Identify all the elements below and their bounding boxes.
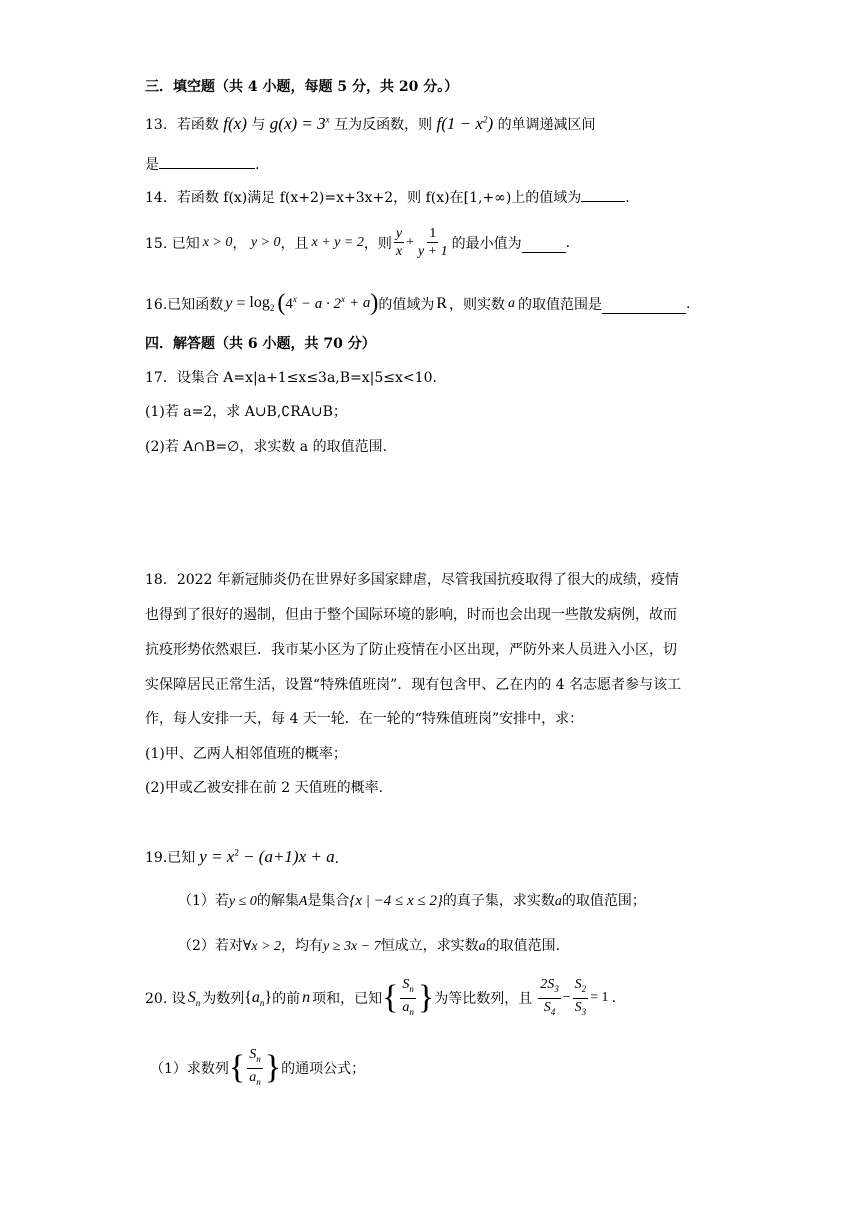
q20-ratio-den [400,999,416,1021]
q15-cond-x: x > 0 [202,234,233,250]
q20-e2-num [573,976,589,999]
q20-e2-den-base: S [574,999,582,1015]
q20-ratio-fraction [400,976,416,1021]
question-17-part-2: (2)若 A∩B=∅，求实数 a 的取值范围. [145,439,388,455]
question-18-part-2: (2)甲或乙被安排在前 2 天值班的概率. [145,780,384,796]
q13-g [270,114,330,133]
q19-p2-mid: ，均有 [281,938,324,954]
q20-p1-ratio-fraction [247,1046,263,1091]
q15-fraction-1 [394,225,404,260]
q14-end: . [625,190,630,206]
q13-mutual: 互为反函数，则 [334,117,433,133]
q20-e2-den-sub: 3 [581,1006,587,1017]
q16-a: a [508,295,516,311]
q16-log-base: 2 [269,303,275,314]
q19-p1-tail: 的真子集，求实数 [442,893,555,909]
q19-expr-b: − (a+1)x + a [238,847,335,866]
question-18-line-3: 抗疫形势依然艰巨．我市某小区为了防止疫情在小区出现，严防外来人员进入小区，切 [145,642,677,658]
q13-tail: 的单调递减区间 [497,117,596,133]
q19-end: . [334,851,340,867]
q14-text: 14．若函数 f(x)满足 f(x+2)=x+3x+2，则 f(x)在[1,+∞)上的值域为 [145,190,582,206]
q16-term-3: + a [348,295,371,311]
q13-f2-close: ) [487,114,494,133]
q20-ratio-set: { $\frac{S_n}{a_n}$ } [382,976,434,1021]
question-16: 16.已知函数 y = $\log_2$ ( 4$^x$ − $a \cdot 2^x$ + a ) 的值域为 R ，则实数 a 的取值范围是 . [145,290,691,316]
q15-then: ，则 [363,235,392,252]
q20-mid2: 的前 [272,991,301,1008]
q15-frac2-num: 1 [429,226,437,241]
q20-lead: 20. 设 [145,991,186,1008]
q13-line2: 是 [145,157,159,173]
q20-Sn-sub: n [195,997,201,1008]
q19-lead: 19.已知 [145,850,196,866]
q20-n: n [302,989,311,1007]
q20-p1-ratio-num-sub: n [256,1053,261,1064]
q20-e1-num [538,976,561,999]
q20-e1-den-sub: 4 [550,1006,556,1017]
q20-e2-num-sub: 2 [581,983,587,994]
section-heading-solve: 四．解答题（共 6 小题，共 70 分） [145,336,376,352]
q13-end: . [255,157,260,173]
q13-number: 13．若函数 [145,117,219,133]
q19-p2-inequality: y ≥ 3x − 7 [323,939,381,954]
q20-e1-den-base: S [543,999,551,1015]
q14-answer-blank[interactable] [581,187,625,202]
q15-frac2-den: y + 1 [417,244,448,259]
q19-p1-set: {x | −4 ≤ x ≤ 2} [349,893,443,909]
q20-e1-den [542,999,558,1021]
q19-p1-mid2: 是集合 [307,893,350,909]
q15-frac1-num: y [395,226,403,241]
q19-expression [199,847,334,867]
q13-answer-blank[interactable] [159,154,255,169]
q20-p1-ratio-den-base: a [249,1069,257,1085]
q20-eq-one: = 1 [590,990,609,1006]
question-18-part-1: (1)甲、乙两人相邻值班的概率； [145,746,347,762]
q16-term-1 [285,294,297,313]
question-19-part-1 [178,890,646,910]
q15-cond-sum: x + y = 2 [311,234,364,250]
q20-p1-ratio-den-sub: n [256,1076,261,1087]
q16-tail2: 的取值范围是 [518,296,603,313]
q15-frac1-den: x [395,244,403,259]
q20-eq-fraction-1 [538,976,561,1021]
q19-p2-quantifier: ∀x > 2 [242,939,282,954]
q16-log-text: log [249,293,270,311]
q16-end: . [686,295,691,312]
q13-f2-exp: 2 [482,114,488,125]
q19-p2-lead: （2）若对 [178,938,243,954]
q15-fraction-2 [416,225,450,260]
q15-and: ，且 [280,235,309,252]
q20-p1-ratio-num [247,1046,263,1069]
q15-cond-y: y > 0 [250,234,281,250]
q16-term-2 [301,294,345,313]
q16-term-2-base: − a · 2 [300,296,341,312]
q20-mid4: 为等比数列，且 [434,991,533,1008]
question-17-stem: 17．设集合 A=x|a+1≤x≤3a,B=x|5≤x<10. [145,370,437,386]
q19-p1-lead: （1）若 [178,893,229,909]
q20-ratio-den-sub: n [409,1006,414,1017]
q15-plus: + [406,234,414,250]
q20-p1-ratio-set: { $\frac{S_n}{a_n}$ } [229,1046,281,1091]
q20-e2-den [573,999,589,1021]
q20-minus: − [562,990,571,1006]
q16-R: R [436,294,448,312]
question-14 [145,187,630,207]
q15-end: . [565,234,571,251]
q16-term-1-exp: x [292,294,297,304]
q20-Sn-base: S [187,988,196,1006]
q16-tail: ，则实数 [449,296,506,313]
q20-e1-num-sub: 3 [554,983,559,994]
q20-an-sub: n [259,997,265,1008]
section-heading-fill-blank: 三．填空题（共 4 小题，每题 5 分，共 20 分。） [145,79,459,95]
q20-an-base: a [251,988,260,1006]
q20-e2-num-base: S [574,977,582,992]
q16-term-2-exp: x [340,294,345,304]
q15-lead: 15. 已知 [145,235,200,252]
question-18-line-4: 实保障居民正常生活，设置“特殊值班岗”．现有包含甲、乙在内的 4 名志愿者参与该工 [145,677,682,693]
q13-f2-base: f(1 − x [436,114,483,133]
q19-p1-cond: y ≤ 0 [228,894,257,909]
q19-p1-A: A [298,894,308,909]
q20-p1-ratio-num-base: S [249,1047,257,1062]
q16-range: 的值域为 [378,296,435,313]
q20-ratio-num-base: S [402,977,410,992]
q20-mid1: 为数列 [202,991,245,1008]
question-13-line-2 [145,154,259,174]
question-20-part-1 [150,1046,365,1091]
question-13-line-1 [145,114,596,134]
q19-p2-a: a [478,939,486,954]
q16-answer-blank[interactable] [602,299,686,314]
q19-p2-tail: 恒成立，求实数 [380,938,479,954]
q20-eq-fraction-2 [573,976,589,1021]
question-19-stem [145,847,339,867]
q20-p1-lead: （1）求数列 [150,1061,229,1078]
q19-expr-a: y = x [199,847,235,866]
q13-f: f(x) [223,114,247,133]
q19-p1-a: a [554,894,562,909]
q20-an-set: $\{a_n\}$ [244,988,273,1008]
q19-p1-mid: 的解集 [256,893,299,909]
q15-tail: 的最小值为 [451,235,522,252]
question-18-line-5: 作，每人安排一天，每 4 天一轮．在一轮的“特殊值班岗”安排中，求： [145,711,584,727]
q20-p1-ratio-den [247,1069,263,1091]
q16-eq: = [236,294,246,312]
question-18-line-1: 18．2022 年新冠肺炎仍在世界好多国家肆虐，尽管我国抗疫取得了很大的成绩，疫情 [145,572,679,588]
q13-g-base: g(x) = 3 [269,114,326,133]
question-15: 15. 已知 x > 0 ， y > 0 ，且 x + y = 2 ，则 $\frac{y}{x}$ + $\frac{1}{y + 1}$ 的最小值为 . [145,226,571,259]
q19-p2-tail2: 的取值范围. [485,938,561,954]
q16-log [249,294,274,313]
q20-p1-tail: 的通项公式； [281,1061,366,1078]
q13-f2 [437,114,494,133]
q20-ratio-num-sub: n [409,983,414,994]
q15-answer-blank[interactable] [522,238,566,253]
q19-p1-tail2: 的取值范围； [561,893,646,909]
q16-lead: 16.已知函数 [145,296,224,313]
q16-term-1-base: 4 [285,296,293,312]
q20-ratio-num [400,976,416,999]
q16-y: y [225,294,233,312]
q20-mid3: 项和，已知 [312,991,383,1008]
q20-Sn [188,989,201,1008]
q19-expr-exp: 2 [234,847,239,858]
question-18-line-2: 也得到了很好的遏制，但由于整个国际环境的影响，时而也会出现一些散发病例，故而 [145,607,677,623]
question-17-part-1: (1)若 a=2，求 A∪B,∁RA∪B； [145,404,347,420]
q20-e1-num-base: 2S [540,977,555,992]
question-20-stem [145,976,616,1021]
question-19-part-2 [178,935,560,955]
q13-g-exp: x [325,114,330,125]
q13-with: 与 [251,117,266,133]
q20-end: . [611,990,617,1007]
q20-ratio-den-base: a [402,999,410,1015]
